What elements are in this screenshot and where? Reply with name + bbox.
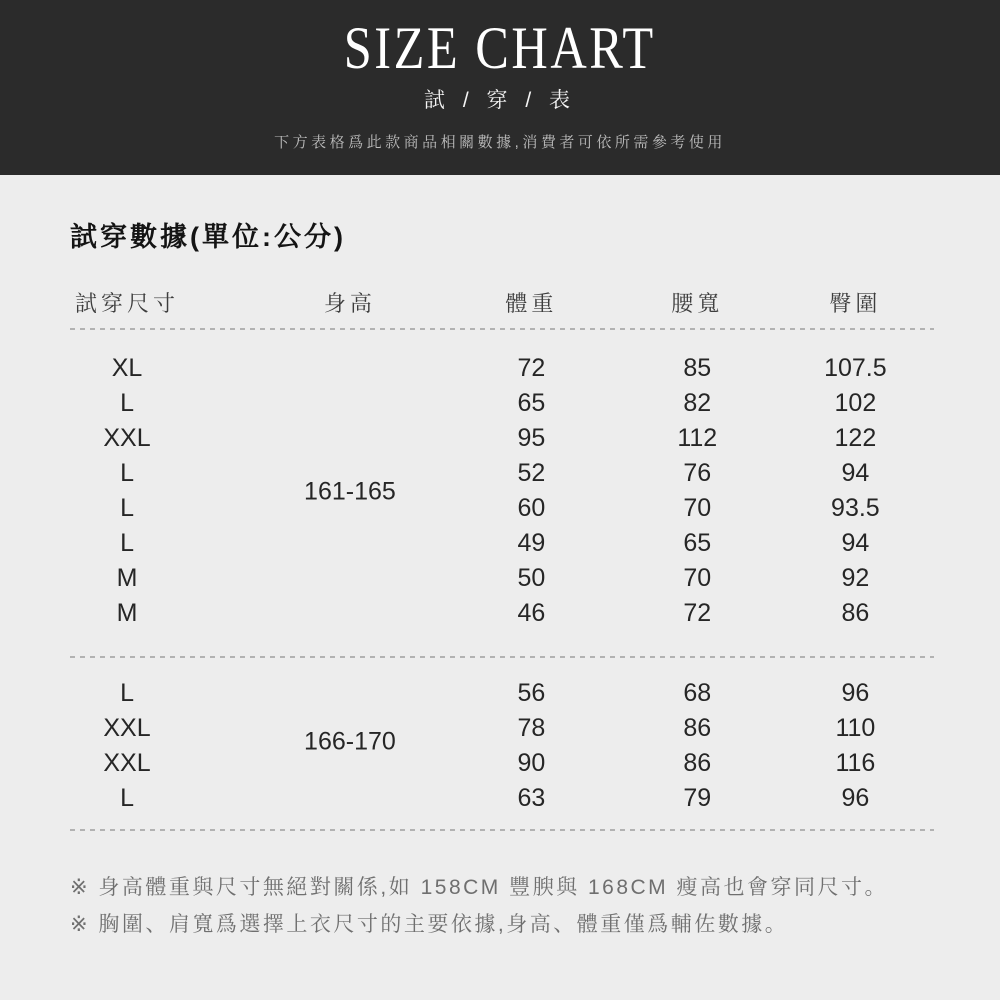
size-cell: L — [120, 494, 134, 522]
waist-cell: 70 — [683, 564, 712, 592]
row-group-166-170 — [70, 658, 934, 826]
weight-cell: 90 — [517, 749, 546, 777]
weight-cell: 56 — [517, 679, 546, 707]
table-row — [70, 561, 934, 596]
waist-cell: 68 — [683, 679, 712, 707]
hero-note: 下方表格爲此款商品相關數據,消費者可依所需參考使用 — [274, 134, 726, 151]
height-range-label: 166-170 — [304, 727, 396, 756]
size-cell: M — [116, 599, 138, 627]
waist-cell: 82 — [683, 389, 712, 417]
waist-cell: 72 — [683, 599, 712, 627]
column-header-weight: 體重 — [505, 291, 558, 316]
table-row — [70, 491, 934, 526]
size-cell: L — [120, 784, 134, 812]
footnote: ※ 身高體重與尺寸無絕對關係,如 158CM 豐腴與 168CM 瘦高也會穿同尺寸。 — [70, 876, 888, 899]
column-header-waist: 腰寬 — [671, 291, 724, 316]
hip-cell: 96 — [841, 679, 870, 707]
weight-cell: 78 — [517, 714, 546, 742]
waist-cell: 85 — [683, 354, 712, 382]
hip-cell: 107.5 — [824, 354, 887, 382]
weight-cell: 52 — [517, 459, 546, 487]
table-row — [70, 386, 934, 421]
hero-title: SIZE CHART — [344, 15, 656, 81]
waist-cell: 86 — [683, 749, 712, 777]
weight-cell: 63 — [517, 784, 546, 812]
weight-cell: 95 — [517, 424, 546, 452]
hip-cell: 93.5 — [831, 494, 880, 522]
weight-cell: 49 — [517, 529, 546, 557]
size-cell: L — [120, 679, 134, 707]
waist-cell: 86 — [683, 714, 712, 742]
hero-banner — [0, 0, 1000, 175]
table-row — [70, 526, 934, 561]
weight-cell: 50 — [517, 564, 546, 592]
size-table — [70, 287, 934, 831]
waist-cell: 112 — [677, 424, 718, 452]
hip-cell: 96 — [841, 784, 870, 812]
column-header-fit-size: 試穿尺寸 — [75, 291, 180, 316]
weight-cell: 72 — [517, 354, 546, 382]
hip-cell: 110 — [835, 714, 876, 742]
waist-cell: 65 — [683, 529, 712, 557]
size-cell: L — [120, 389, 134, 417]
hip-cell: 102 — [834, 389, 877, 417]
waist-cell: 70 — [683, 494, 712, 522]
chart-content — [0, 175, 1000, 943]
column-header-hip: 臀圍 — [829, 291, 882, 316]
size-cell: XXL — [103, 749, 151, 777]
footnote: ※ 胸圍、肩寬爲選擇上衣尺寸的主要依據,身高、體重僅爲輔佐數據。 — [70, 913, 789, 936]
size-cell: M — [116, 564, 138, 592]
table-row — [70, 351, 934, 386]
hip-cell: 116 — [835, 749, 876, 777]
weight-cell: 65 — [517, 389, 546, 417]
size-cell: XXL — [103, 714, 151, 742]
height-range-label: 161-165 — [304, 477, 396, 505]
table-row — [70, 781, 934, 816]
waist-cell: 79 — [683, 784, 712, 812]
size-cell: XL — [111, 354, 143, 382]
hip-cell: 94 — [841, 529, 870, 557]
table-row — [70, 676, 934, 711]
dashed-divider — [70, 829, 934, 831]
waist-cell: 76 — [683, 459, 712, 487]
hip-cell: 94 — [841, 459, 870, 487]
hip-cell: 86 — [841, 599, 870, 627]
size-cell: XXL — [103, 424, 151, 452]
table-row — [70, 711, 934, 746]
table-row — [70, 746, 934, 781]
table-row — [70, 456, 934, 491]
hip-cell: 122 — [834, 424, 877, 452]
section-title: 試穿數據(單位:公分) — [70, 222, 346, 252]
hip-cell: 92 — [841, 564, 870, 592]
table-header-row — [70, 287, 934, 325]
table-row — [70, 596, 934, 631]
table-row — [70, 421, 934, 456]
row-group-161-165 — [70, 330, 934, 653]
footnotes — [70, 869, 934, 943]
size-cell: L — [120, 459, 134, 487]
weight-cell: 46 — [517, 599, 546, 627]
weight-cell: 60 — [517, 494, 546, 522]
hero-subtitle: 試 / 穿 / 表 — [423, 89, 576, 112]
size-cell: L — [120, 529, 134, 557]
column-header-height: 身高 — [323, 291, 376, 316]
